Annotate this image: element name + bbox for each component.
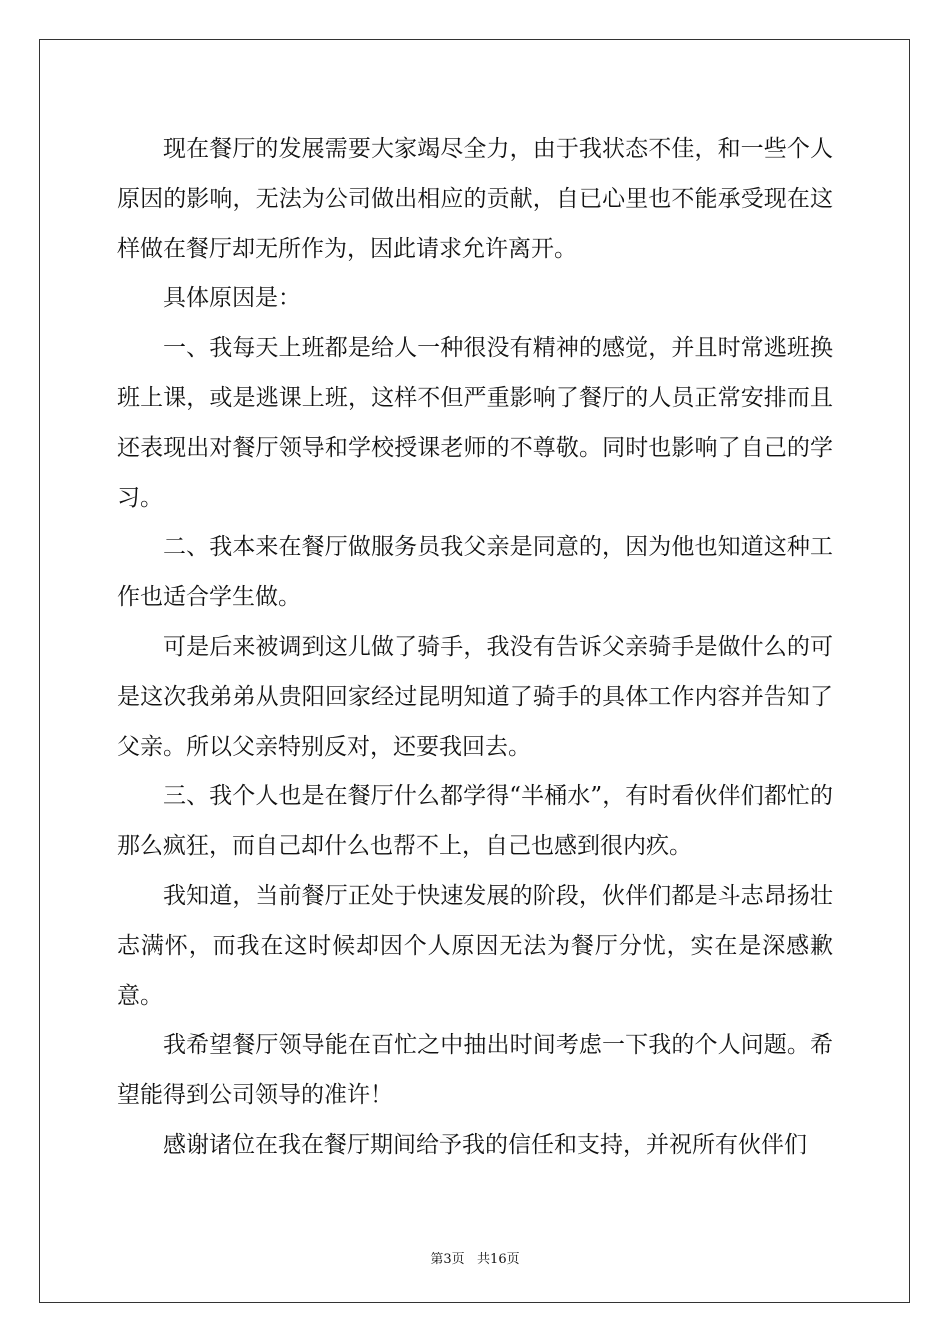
paragraph-apology: 我知道，当前餐厅正处于快速发展的阶段，伙伴们都是斗志昂扬壮志满怀，而我在这时候却因个人原因无法为餐厅分忧，实在是深感歉意。 <box>117 882 833 1009</box>
paragraph-reason-three: 三、我个人也是在餐厅什么都学得“半桶水”，有时看伙伴们都忙的那么疯狂，而自己却什么也帮不上，自己也感到很内疚。 <box>117 783 833 860</box>
paragraph-reason-two-cont: 可是后来被调到这儿做了骑手，我没有告诉父亲骑手是做什么的可是这次我弟弟从贵阳回家经过昆明知道了骑手的具体工作内容并告知了父亲。所以父亲特别反对，还要我回去。 <box>117 633 833 760</box>
paragraph-intro: 现在餐厅的发展需要大家竭尽全力，由于我状态不佳，和一些个人原因的影响，无法为公司做出相应的贡献，自已心里也不能承受现在这样做在餐厅却无所作为，因此请求允许离开。 <box>117 136 833 262</box>
paragraph-reason-two: 二、我本来在餐厅做服务员我父亲是同意的，因为他也知道这种工作也适合学生做。 <box>117 534 833 611</box>
paragraph-reason-one: 一、我每天上班都是给人一种很没有精神的感觉，并且时常逃班换班上课，或是逃课上班，这样不但严重影响了餐厅的人员正常安排而且还表现出对餐厅领导和学校授课老师的不尊敬。同时也影响了自己的学习。 <box>117 335 833 511</box>
paragraph-thanks: 感谢诸位在我在餐厅期间给予我的信任和支持，并祝所有伙伴们 <box>163 1131 807 1158</box>
paragraph-reasons-heading: 具体原因是： <box>163 285 301 312</box>
document-body <box>117 125 833 1171</box>
paragraph-request: 我希望餐厅领导能在百忙之中抽出时间考虑一下我的个人问题。希望能得到公司领导的准许！ <box>117 1032 833 1109</box>
page-number-footer: 第3页 共16页 <box>430 1252 520 1267</box>
